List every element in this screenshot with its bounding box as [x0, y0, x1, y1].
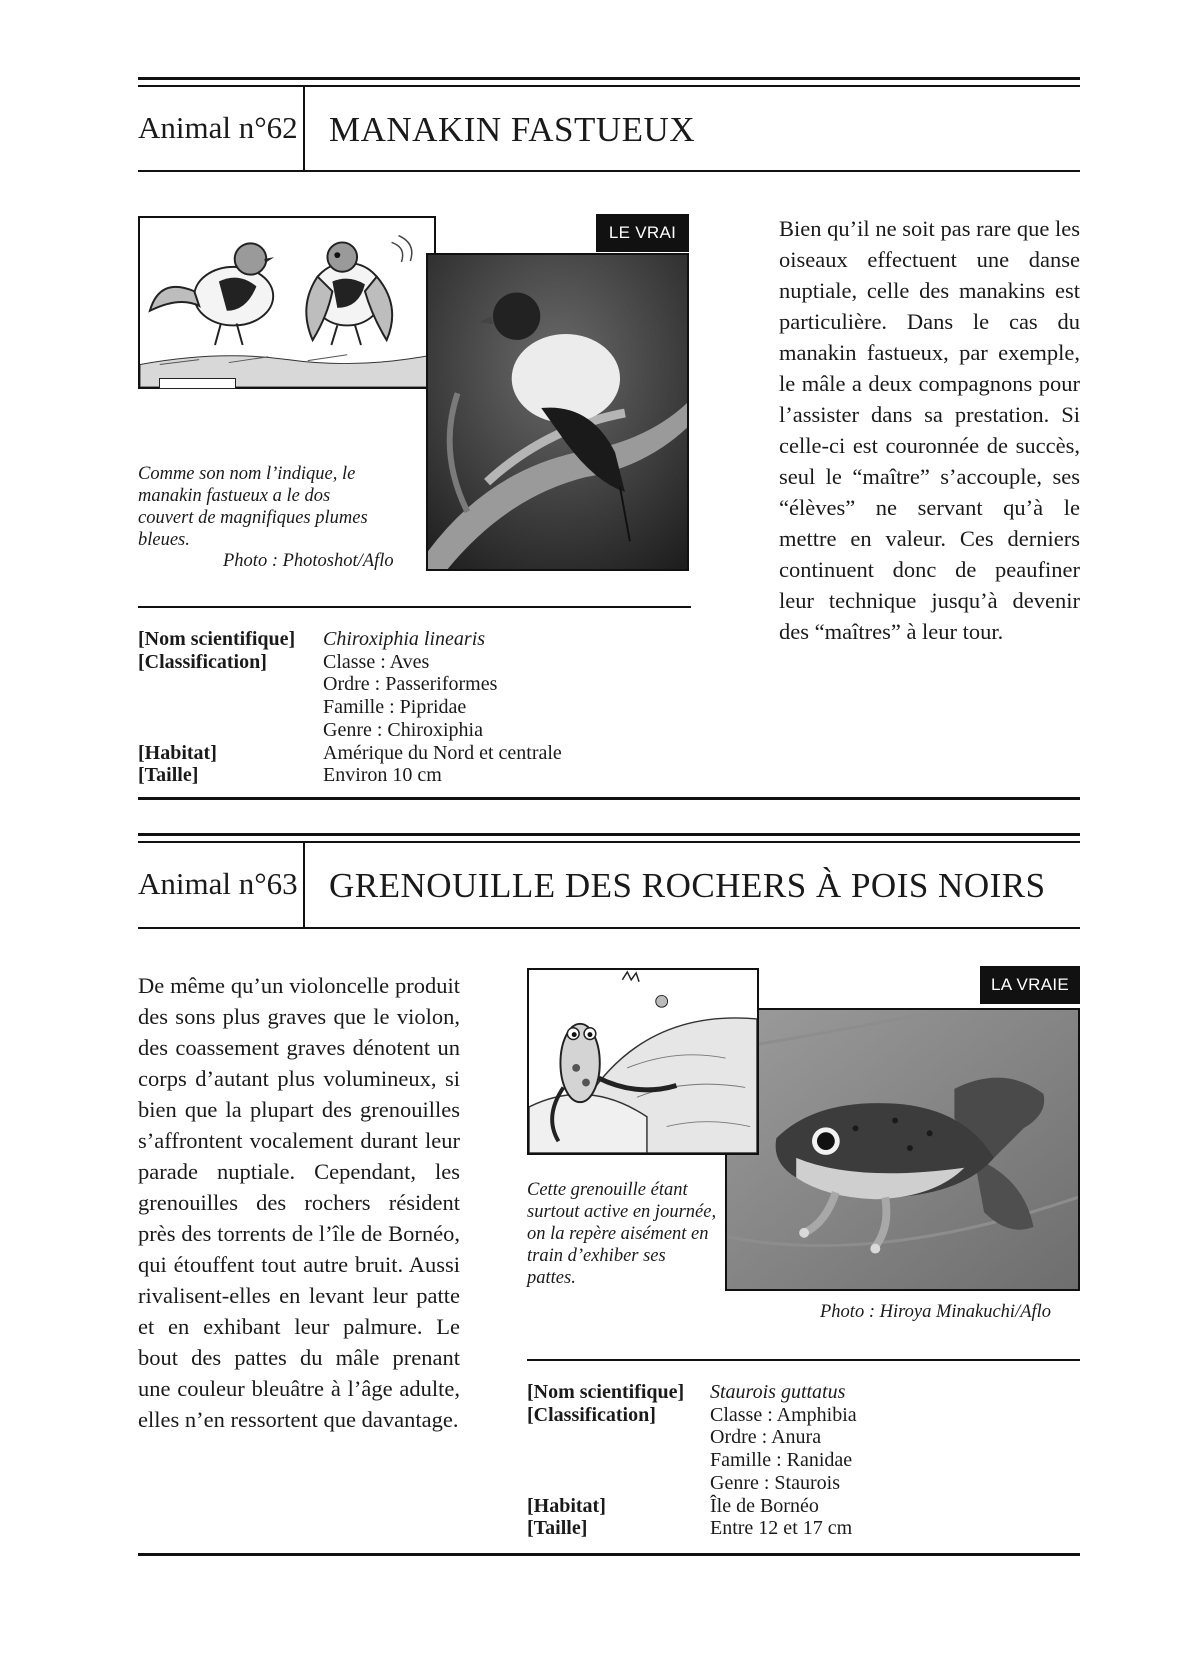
manga-caption-box [159, 378, 236, 389]
animal-title: GRENOUILLE DES ROCHERS À POIS NOIRS [329, 866, 1046, 905]
animal-number: Animal n°62 [138, 110, 298, 145]
top-rule-thin [138, 841, 1080, 843]
section-end-rule [138, 1553, 1080, 1556]
animal-title: MANAKIN FASTUEUX [329, 110, 696, 149]
bird-photo [426, 253, 689, 571]
habitat-value: Île de Bornéo [710, 1494, 819, 1517]
classification-order: Ordre : Anura [710, 1426, 822, 1449]
frog-photo [725, 1008, 1080, 1291]
body-paragraph: Bien qu’il ne soit pas rare que les oiseaux effectuent une danse nuptiale, celle des manakins est particulière. Dans le cas du manakin fastueux, par exemple, le mâle a deux compagnons pour l’assister dans sa prestation. Si celle-ci est couronnée de succès, seul le “maître” s’accouple, ses “élèves” ne servant qu’à le mettre en valeur. Ces derniers continuent donc de peaufiner leur technique jusqu’à devenir des “maîtres” à leur tour. [779, 216, 1080, 644]
size-value: Entre 12 et 17 cm [710, 1517, 853, 1540]
label-size: [Taille] [527, 1517, 588, 1540]
classification-family: Famille : Ranidae [710, 1449, 853, 1472]
badge-real: LE VRAI [596, 214, 689, 252]
photo-credit: Photo : Hiroya Minakuchi/Aflo [820, 1302, 1052, 1322]
top-rule-thick [138, 833, 1080, 836]
label-classification: [Classification] [527, 1403, 656, 1426]
body-text [138, 970, 460, 1435]
classification-genus: Genre : Chiroxiphia [323, 718, 483, 741]
body-paragraph: De même qu’un violoncelle produit des sons plus graves que le violon, des coassement graves dénotent un corps d’autant plus volumineux, si bien que la plupart des grenouilles s’affrontent vocalement durant leur parade nuptiale. Cependant, les grenouilles des rochers résident près des torrents de l’île de Bornéo, qui étouffent tout autre bruit. Aussi rivalisent-elles en levant leur patte et en exhibant leur palmure. Le bout des pattes du mâle prenant une couleur bleuâtre à l’âge adulte, elles n’en ressortent que davantage. [138, 973, 460, 1432]
body-text [779, 213, 1080, 647]
info-top-rule [138, 606, 691, 608]
label-scientific-name: [Nom scientifique] [138, 628, 296, 650]
header-bottom-rule [138, 927, 1080, 929]
section-end-rule [138, 797, 1080, 800]
label-size: [Taille] [138, 764, 199, 787]
label-scientific-name: [Nom scientifique] [527, 1381, 685, 1403]
classification-genus: Genre : Staurois [710, 1471, 840, 1494]
habitat-value: Amérique du Nord et centrale [323, 741, 562, 764]
size-value: Environ 10 cm [323, 764, 442, 787]
info-top-rule [527, 1359, 1080, 1361]
header-divider [303, 87, 305, 171]
classification-order: Ordre : Passeriformes [323, 673, 498, 696]
photo-credit: Photo : Photoshot/Aflo [223, 551, 394, 571]
manga-illustration [138, 216, 436, 389]
top-rule-thin [138, 85, 1080, 87]
scientific-name: Staurois guttatus [710, 1381, 846, 1403]
photo-caption: Cette grenouille étant surtout active en journée, on la repère aisément en train d’exhiber ses pattes. [527, 1180, 717, 1288]
photo-caption: Comme son nom l’indique, le manakin fastueux a le dos couvert de magnifiques plumes bleues. [138, 464, 368, 550]
manga-illustration [527, 968, 759, 1155]
animal-number: Animal n°63 [138, 866, 298, 901]
top-rule-thick [138, 77, 1080, 80]
header-bottom-rule [138, 170, 1080, 172]
classification-class: Classe : Aves [323, 650, 430, 673]
header-divider [303, 843, 305, 928]
species-info [138, 628, 698, 787]
label-habitat: [Habitat] [527, 1494, 606, 1517]
classification-family: Famille : Pipridae [323, 696, 467, 719]
badge-real: LA VRAIE [980, 966, 1080, 1004]
classification-class: Classe : Amphibia [710, 1403, 857, 1426]
scientific-name: Chiroxiphia linearis [323, 628, 486, 650]
label-classification: [Classification] [138, 650, 267, 673]
species-info [527, 1381, 1080, 1540]
label-habitat: [Habitat] [138, 741, 217, 764]
